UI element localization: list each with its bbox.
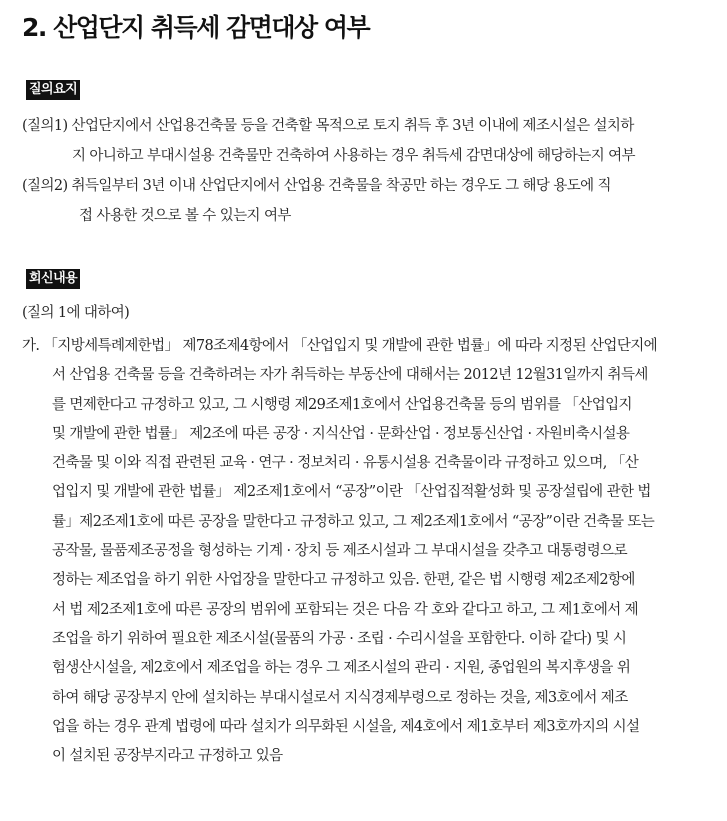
answer-line: 조업을 하기 위하여 필요한 제조시설(물품의 가공 · 조립 · 수리시설을 포함한다. 이하 같다) 및 시 <box>52 630 627 647</box>
question-1-line-1: (질의1) 산업단지에서 산업용건축물 등을 건축할 목적으로 토지 취득 후 3년 이내에 제조시설은 설치하 <box>22 118 634 134</box>
answer-line: 공작물, 물품제조공정을 형성하는 기계 · 장치 등 제조시설과 그 부대시설을 갖추고 대통령령으로 <box>52 543 627 560</box>
answer-line: 가. 「지방세특례제한법」 제78조제4항에서 「산업입지 및 개발에 관한 법률」에 따라 지정된 산업단지에 <box>22 338 658 354</box>
page-title: 2. 산업단지 취득세 감면대상 여부 <box>22 13 370 42</box>
question-1-line-2: 지 아니하고 부대시설용 건축물만 건축하여 사용하는 경우 취득세 감면대상에 해당하는지 여부 <box>72 148 635 164</box>
question-2-line-2: 접 사용한 것으로 볼 수 있는지 여부 <box>79 208 291 224</box>
answer-body <box>22 336 712 775</box>
answer-intro: (질의 1에 대하여) <box>22 305 130 321</box>
answer-line: 하여 해당 공장부지 안에 설치하는 부대시설로서 지식경제부령으로 정하는 것을, 제3호에서 제조 <box>52 689 628 706</box>
answer-line: 이 설치된 공장부지라고 규정하고 있음 <box>52 748 283 765</box>
answer-line: 정하는 제조업을 하기 위한 사업장을 말한다고 규정하고 있음. 한편, 같은 법 시행령 제2조제2항에 <box>52 572 635 589</box>
answer-line: 건축물 및 이와 직접 관련된 교육 · 연구 · 정보처리 · 유통시설용 건축물이라 규정하고 있으며, 「산 <box>52 455 639 472</box>
answer-line: 를 면제한다고 규정하고 있고, 그 시행령 제29조제1호에서 산업용건축물 등의 범위를 「산업입지 <box>52 396 632 413</box>
answer-line: 험생산시설을, 제2호에서 제조업을 하는 경우 그 제조시설의 관리 · 지원, 종업원의 복지후생을 위 <box>52 660 631 677</box>
question-2-line-1: (질의2) 취득일부터 3년 이내 산업단지에서 산업용 건축물을 착공만 하는 경우도 그 해당 용도에 직 <box>22 178 611 194</box>
answer-line: 서 산업용 건축물 등을 건축하려는 자가 취득하는 부동산에 대해서는 2012년 12월31일까지 취득세 <box>52 367 648 384</box>
section-label-question: 질의요지 <box>26 80 80 100</box>
answer-line: 업을 하는 경우 관계 법령에 따라 설치가 의무화된 시설을, 제4호에서 제1호부터 제3호까지의 시설 <box>52 718 640 735</box>
answer-line: 률」제2조제1호에 따른 공장을 말한다고 규정하고 있고, 그 제2조제1호에서 “공장”이란 건축물 또는 <box>52 513 655 530</box>
section-label-answer: 회신내용 <box>26 269 80 289</box>
answer-line: 서 법 제2조제1호에 따른 공장의 범위에 포함되는 것은 다음 각 호와 같다고 하고, 그 제1호에서 제 <box>52 601 639 618</box>
answer-line: 업입지 및 개발에 관한 법률」 제2조제1호에서 “공장”이란 「산업집적활성화 및 공장설립에 관한 법 <box>52 484 651 501</box>
answer-line: 및 개발에 관한 법률」 제2조에 따른 공장 · 지식산업 · 문화산업 · 정보통신산업 · 자원비축시설용 <box>52 425 630 442</box>
